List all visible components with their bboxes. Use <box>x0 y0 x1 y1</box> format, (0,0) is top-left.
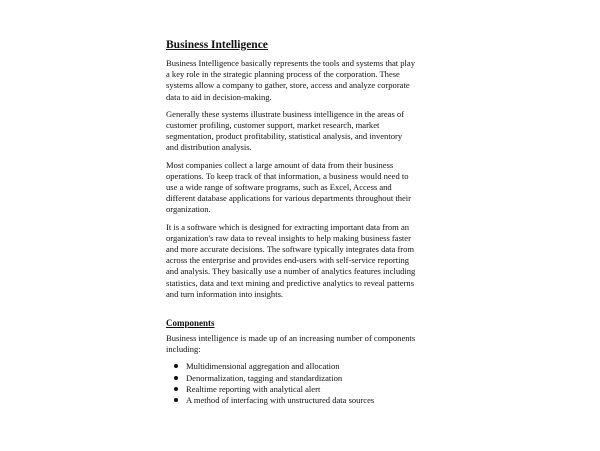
bullet-icon <box>174 376 178 380</box>
text-line: systems allow a company to gather, store, access and analyze corporate <box>166 80 410 91</box>
list-item-text: Realtime reporting with analytical alert <box>186 383 321 394</box>
text-line: across the enterprise and provides end-users with self-service reporting <box>166 255 410 266</box>
components-intro <box>166 333 438 355</box>
list-item <box>166 384 438 395</box>
list-item <box>166 373 438 384</box>
text-line: organization's raw data to reveal insights to help making business faster <box>166 232 411 243</box>
text-line: and analysis. They basically use a number of analytics features including <box>166 266 416 277</box>
list-item-text: Denormalization, tagging and standardization <box>186 372 343 383</box>
text-line: and turn information into insights. <box>166 288 284 299</box>
components-list <box>166 361 438 406</box>
text-line: including: <box>166 344 201 355</box>
text-line: and more accurate decisions. The software typically integrates data from <box>166 244 415 255</box>
text-line: statistics, data and text mining and predictive analytics to reveal patterns <box>166 277 415 288</box>
bullet-icon <box>174 387 178 391</box>
text-line: It is a software which is designed for extracting important data from an <box>166 221 410 232</box>
text-line: segmentation, product profitability, statistical analysis, and inventory <box>166 131 403 142</box>
list-item-text: A method of interfacing with unstructured data sources <box>186 395 375 406</box>
components-heading: Components <box>166 318 215 329</box>
paragraph-2 <box>166 109 438 154</box>
text-line: Business Intelligence basically represents the tools and systems that play <box>166 58 415 68</box>
text-line: a key role in the strategic planning process of the corporation. These <box>166 69 400 80</box>
paragraph-1 <box>166 58 438 103</box>
text-line: use a wide range of software programs, such as Excel, Access and <box>166 182 392 193</box>
list-item-text: Multidimensional aggregation and allocation <box>186 361 340 372</box>
paragraph-3 <box>166 160 438 216</box>
text-line: Business intelligence is made up of an increasing number of components <box>166 333 416 344</box>
text-line: and distribution analysis. <box>166 142 252 153</box>
text-line: different database applications for various departments throughout their <box>166 193 412 204</box>
paragraph-4 <box>166 222 438 300</box>
document-page <box>166 38 438 406</box>
text-line: data to aid in decision-making. <box>166 91 272 102</box>
bullet-icon <box>174 364 178 368</box>
text-line: Generally these systems illustrate business intelligence in the areas of <box>166 108 405 119</box>
text-line: customer profiling, customer support, market research, market <box>166 120 380 131</box>
list-item <box>166 395 438 406</box>
list-item <box>166 361 438 372</box>
text-line: operations. To keep track of that information, a business would need to <box>166 170 409 181</box>
page-title: Business Intelligence <box>166 39 268 51</box>
bullet-icon <box>174 398 178 402</box>
text-line: organization. <box>166 204 211 215</box>
text-line: Most companies collect a large amount of data from their business <box>166 159 394 170</box>
